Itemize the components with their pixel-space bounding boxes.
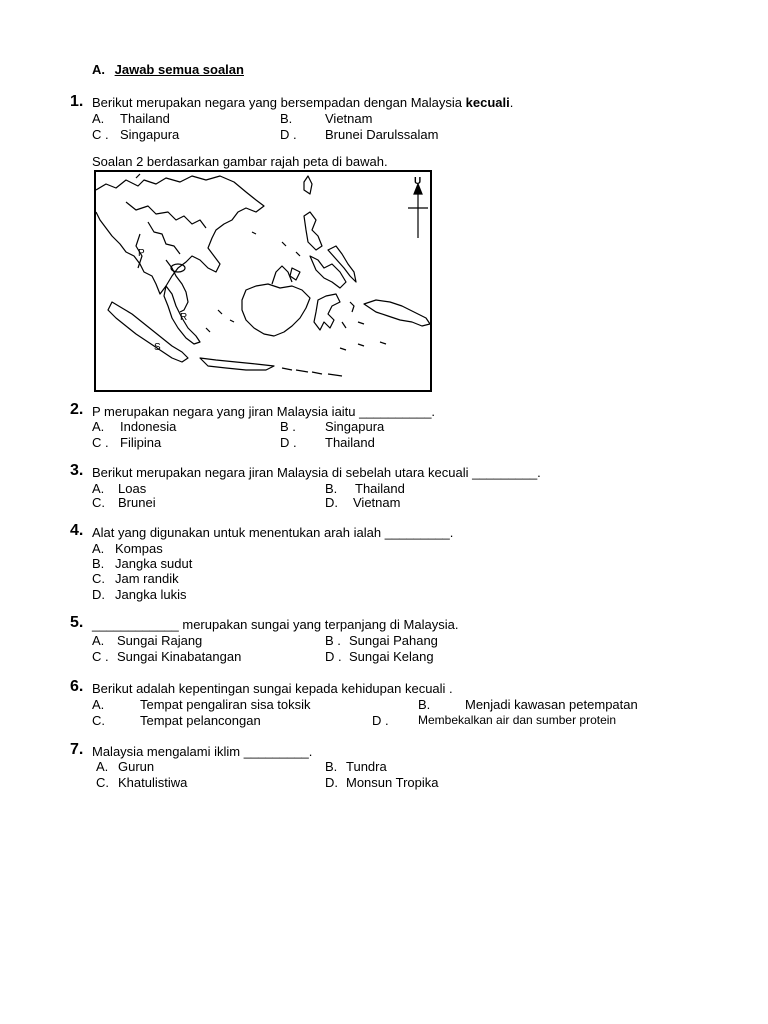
option-c-text: Brunei [118,495,156,510]
map-drawing [96,172,430,390]
question-text: Berikut merupakan negara jiran Malaysia di sebelah utara kecuali _________. [92,465,541,480]
option-a-text: Loas [118,481,147,496]
question-text: P merupakan negara yang jiran Malaysia iaitu __________. [92,404,436,419]
option-c-label: C. [92,571,105,586]
option-c-text: Singapura [120,127,180,142]
option-d-text: Vietnam [353,495,401,510]
compass-arrow-icon [408,184,428,238]
option-d-label: D. [325,775,338,790]
option-d-label: D . [325,649,342,664]
option-b-text: Sungai Pahang [349,633,438,648]
option-c-label: C. [96,775,109,790]
option-b-label: B. [325,759,338,774]
map-label-s: S [154,342,161,353]
option-d-text: Jangka lukis [115,587,187,602]
question-text: Malaysia mengalami iklim _________. [92,744,313,759]
option-b-label: B. [325,481,338,496]
question-text: Berikut adalah kepentingan sungai kepada kehidupan kecuali . [92,681,453,696]
question-number: 2. [70,401,84,418]
question-text: ____________ merupakan sungai yang terpanjang di Malaysia. [92,617,459,632]
option-d-label: D . [280,127,297,142]
option-a-label: A. [92,481,105,496]
option-c-label: C. [92,713,105,728]
question-number: 1. [70,93,84,110]
section-title: Jawab semua soalan [114,62,244,77]
option-d-label: D . [372,713,389,728]
option-b-label: B . [280,419,296,434]
option-c-label: C . [92,649,109,664]
option-d-label: D. [325,495,338,510]
option-d-text: Membekalkan air dan sumber protein [418,713,617,727]
southeast-asia-map [94,170,432,392]
option-a-text: Gurun [118,759,155,774]
option-d-label: D. [92,587,105,602]
option-b-text: Jangka sudut [115,556,193,571]
option-b-text: Thailand [355,481,405,496]
option-d-text: Monsun Tropika [346,775,439,790]
map-label-p: P [138,248,145,259]
option-a-label: A. [92,697,105,712]
option-a-label: A. [92,541,105,556]
map-label-r: R [180,312,188,323]
option-a-label: A. [92,111,105,126]
option-b-label: B. [280,111,293,126]
option-c-text: Sungai Kinabatangan [117,649,242,664]
question-number: 7. [70,741,84,758]
option-b-text: Tundra [346,759,387,774]
question-text: Berikut merupakan negara yang bersempadan dengan Malaysia kecuali. [92,95,514,110]
compass-letter: U [414,176,422,187]
option-b-label: B. [418,697,431,712]
option-a-text: Tempat pengaliran sisa toksik [140,697,311,712]
question-number: 6. [70,678,84,695]
option-a-text: Thailand [120,111,170,126]
section-header [92,62,244,77]
question-number: 3. [70,462,84,479]
section-letter: A. [92,62,105,77]
option-a-text: Sungai Rajang [117,633,203,648]
option-a-label: A. [96,759,109,774]
option-d-text: Brunei Darulssalam [325,127,439,142]
option-a-label: A. [92,419,105,434]
option-b-label: B . [325,633,341,648]
option-c-text: Filipina [120,435,162,450]
option-b-text: Menjadi kawasan petempatan [465,697,638,712]
question-number: 5. [70,614,84,631]
option-d-text: Thailand [325,435,375,450]
option-c-text: Jam randik [115,571,179,586]
emphasis-text: kecuali [465,95,510,110]
question-number: 4. [70,522,84,539]
option-a-text: Indonesia [120,419,177,434]
option-a-label: A. [92,633,105,648]
option-c-text: Tempat pelancongan [140,713,261,728]
map-caption: Soalan 2 berdasarkan gambar rajah peta di bawah. [92,154,388,169]
option-c-text: Khatulistiwa [118,775,188,790]
option-b-text: Vietnam [325,111,373,126]
option-a-text: Kompas [115,541,163,556]
option-b-text: Singapura [325,419,385,434]
option-c-label: C. [92,495,105,510]
option-c-label: C . [92,435,109,450]
option-b-label: B. [92,556,105,571]
option-d-text: Sungai Kelang [349,649,434,664]
option-d-label: D . [280,435,297,450]
option-c-label: C . [92,127,109,142]
question-text: Alat yang digunakan untuk menentukan arah ialah _________. [92,525,454,540]
